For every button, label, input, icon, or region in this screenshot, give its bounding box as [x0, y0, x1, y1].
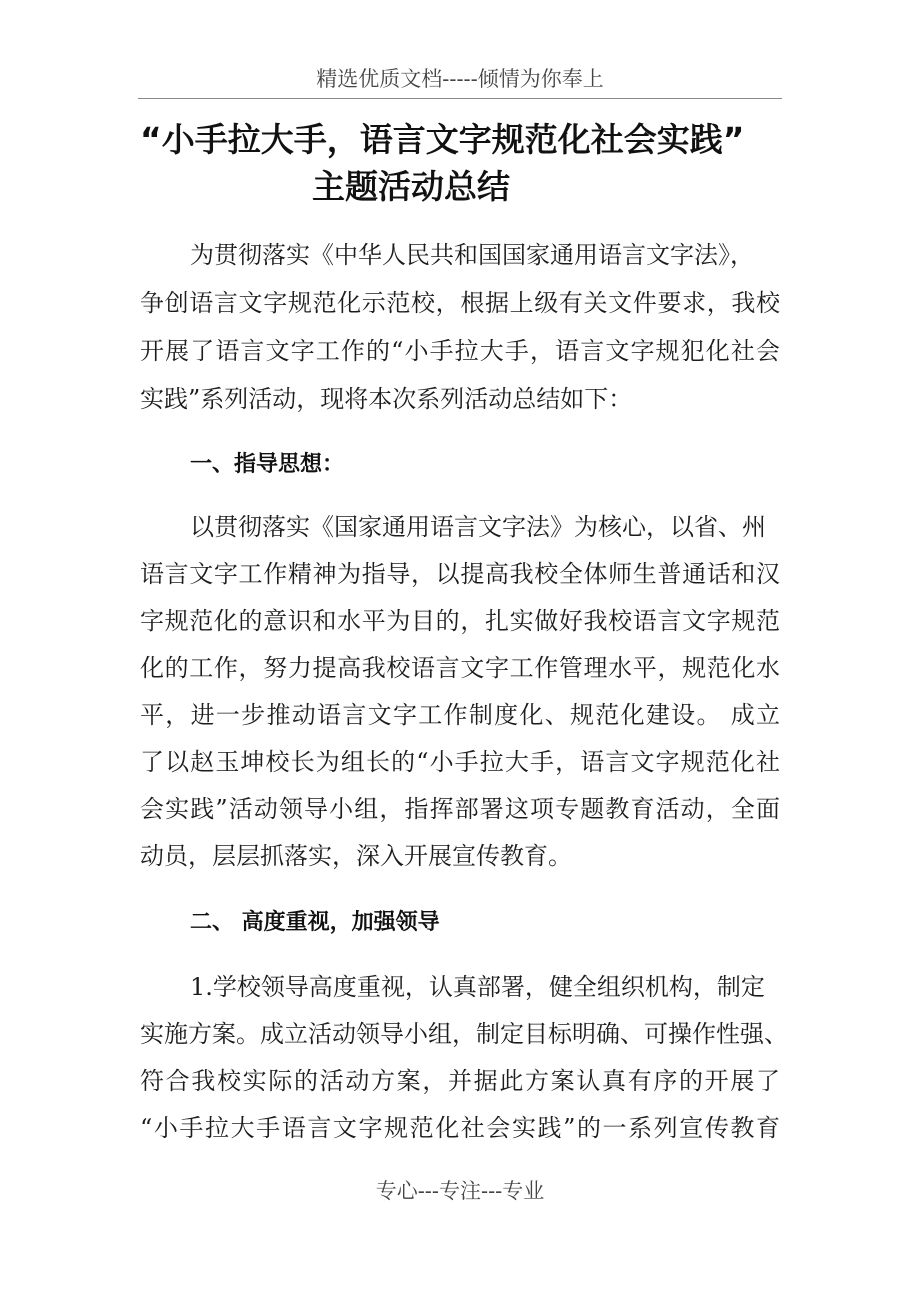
paragraph-line: 会实践”活动领导小组，指挥部署这项专题教育活动，全面	[140, 795, 780, 823]
paragraph-line: 以贯彻落实《国家通用语言文字法》为核心，以省、州	[190, 513, 766, 541]
paragraph-line: 实践”系列活动，现将本次系列活动总结如下：	[140, 385, 633, 413]
section-heading-1: 一、指导思想：	[190, 452, 345, 477]
paragraph-line: 了以赵玉坤校长为组长的“小手拉大手，语言文字规范化社	[140, 748, 780, 776]
section-heading-2: 二、 高度重视，加强领导	[190, 910, 440, 935]
paragraph-line: 化的工作，努力提高我校语言文字工作管理水平，规范化水	[140, 654, 780, 682]
paragraph-line: 语言文字工作精神为指导，以提高我校全体师生普通话和汉	[140, 560, 780, 588]
page-header: 精选优质文档-----倾情为你奉上	[316, 67, 604, 91]
header-divider	[138, 98, 782, 99]
paragraph-line: 开展了语言文字工作的“小手拉大手，语言文字规犯化社会	[140, 337, 780, 365]
paragraph-line: 动员，层层抓落实，深入开展宣传教育。	[140, 842, 572, 870]
document-title-line-1: “小手拉大手，语言文字规范化社会实践”	[140, 120, 745, 159]
document-title-line-2: 主题活动总结	[312, 167, 510, 206]
paragraph-line: 1.学校领导高度重视，认真部署，健全组织机构，制定	[190, 973, 765, 1001]
paragraph-line: 为贯彻落实《中华人民共和国国家通用语言文字法》，	[190, 241, 754, 269]
paragraph-line: 实施方案。成立活动领导小组，制定目标明确、可操作性强、	[140, 1020, 788, 1048]
paragraph-line: 平，进一步推动语言文字工作制度化、规范化建设。 成立	[140, 701, 780, 729]
paragraph-line: 符合我校实际的活动方案，并据此方案认真有序的开展了	[140, 1067, 780, 1095]
paragraph-line: 字规范化的意识和水平为目的，扎实做好我校语言文字规范	[140, 607, 780, 635]
page-footer: 专心---专注---专业	[375, 1179, 545, 1203]
paragraph-line: 争创语言文字规范化示范校，根据上级有关文件要求，我校	[140, 289, 780, 317]
paragraph-line: “小手拉大手语言文字规范化社会实践”的一系列宣传教育	[140, 1114, 780, 1142]
